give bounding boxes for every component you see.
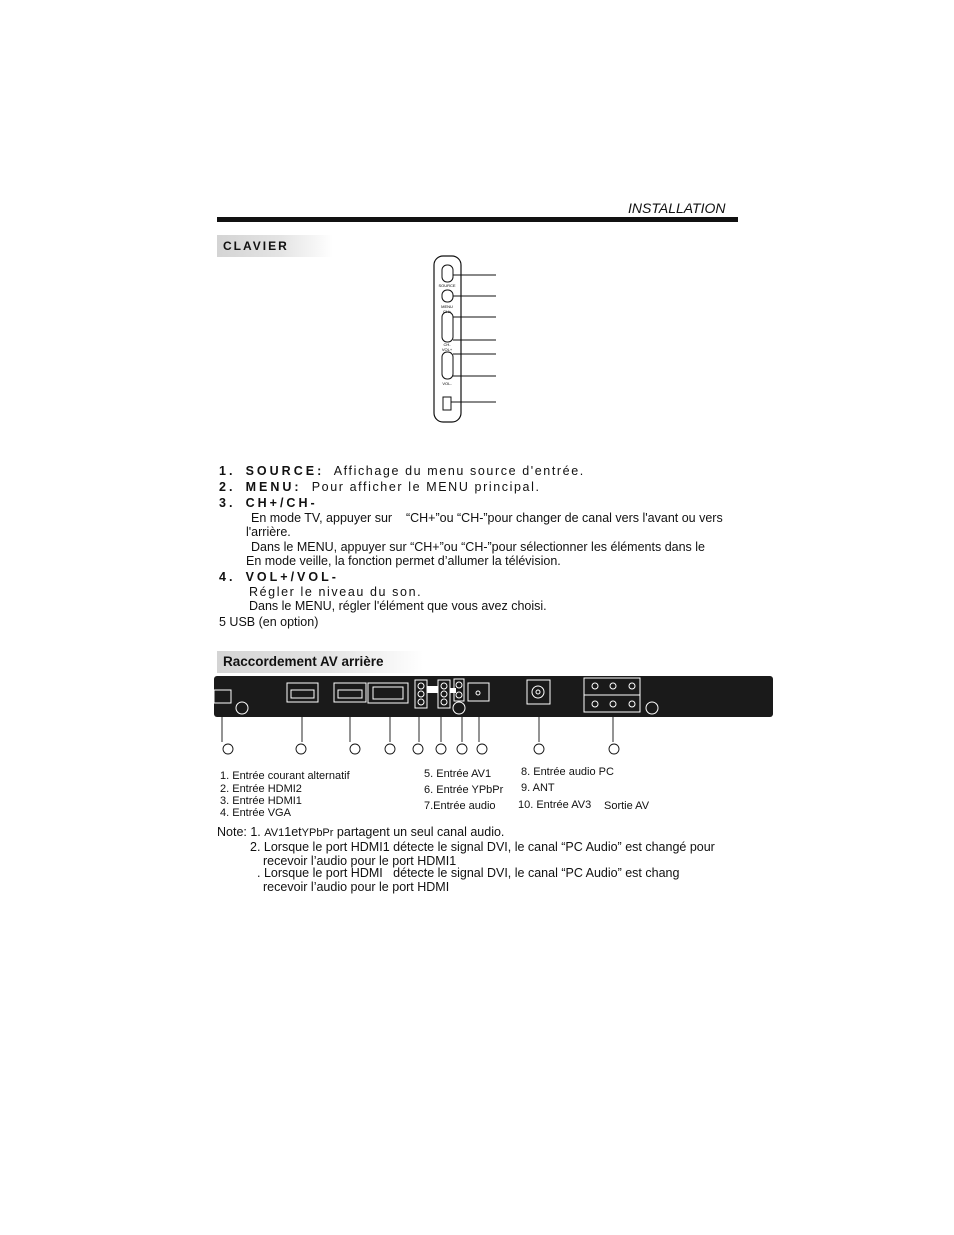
note-3-line: recevoir l’audio pour le port HDMI [263, 880, 450, 894]
item-4-line: Régler le niveau du son. [249, 585, 423, 599]
item-3-line: En mode veille, la fonction permet d’allumer la télévision. [246, 554, 561, 568]
legend-item: 10. Entrée AV3 [518, 799, 592, 811]
legend-item: 4. Entrée VGA [220, 807, 291, 819]
note-text: 1et [284, 825, 302, 839]
legend-item: Sortie AV [604, 800, 650, 812]
legend-item: 2. Entrée HDMI2 [220, 783, 302, 795]
page-header-title: INSTALLATION [628, 200, 726, 216]
legend-item: 8. Entrée audio PC [521, 766, 614, 778]
keypad-label: CH- [443, 342, 451, 347]
clavier-item-5: 5 USB (en option) [219, 615, 319, 629]
item-number: 1. [219, 464, 236, 478]
keypad-diagram [430, 255, 500, 425]
item-3-line: l'arrière. [246, 525, 291, 539]
item-number: 2. [219, 480, 236, 494]
note-text: partagent un seul canal audio. [333, 825, 505, 839]
item-label: SOURCE: [245, 464, 325, 478]
item-4-line: Dans le MENU, régler l'élément que vous avez choisi. [249, 599, 547, 613]
legend-item: 6. Entrée YPbPr [424, 784, 504, 796]
legend-item: 9. ANT [521, 782, 555, 794]
rear-panel-diagram [212, 674, 777, 759]
item-number: 4. [219, 570, 236, 584]
item-text: Affichage du menu source d'entrée. [333, 464, 585, 478]
clavier-item-4 [219, 570, 339, 584]
note-3-line: . Lorsque le port HDMI détecte le signal DVI, le canal “PC Audio” est chang [257, 866, 680, 880]
legend-item: 3. Entrée HDMI1 [220, 795, 302, 807]
clavier-item-2 [219, 480, 541, 494]
clavier-item-3 [219, 496, 318, 510]
legend-item: 5. Entrée AV1 [424, 768, 492, 780]
legend-item: 1. Entrée courant alternatif [220, 770, 350, 782]
note-text: AV1 [264, 827, 285, 839]
note-text: YPbPr [301, 827, 334, 839]
header-rule [217, 217, 738, 222]
clavier-heading: CLAVIER [217, 235, 333, 257]
keypad-label: CH+ [442, 309, 452, 314]
item-number: 3. [219, 496, 236, 510]
keypad-label: VOL+ [441, 347, 453, 352]
keypad-label: SOURCE [438, 283, 456, 288]
item-label: VOL+/VOL- [245, 570, 339, 584]
item-label: CH+/CH- [245, 496, 318, 510]
note-2-line: 2. Lorsque le port HDMI1 détecte le signal DVI, le canal “PC Audio” est changé pour [250, 840, 715, 854]
legend-item: 7.Entrée audio [424, 800, 496, 812]
clavier-item-1 [219, 464, 585, 478]
item-label: MENU: [245, 480, 302, 494]
keypad-label: MENU [441, 304, 453, 309]
item-text: Pour afficher le MENU principal. [311, 480, 541, 494]
keypad-label: VOL- [442, 381, 452, 386]
item-3-line: Dans le MENU, appuyer sur “CH+”ou “CH-”pour sélectionner les éléments dans le [251, 540, 706, 554]
item-3-line: En mode TV, appuyer sur “CH+”ou “CH-”pour changer de canal vers l'avant ou vers [251, 511, 723, 525]
rear-av-heading: Raccordement AV arrière [217, 651, 423, 673]
note-1 [217, 825, 504, 840]
note-2-line: recevoir l’audio pour le port HDMI1 [263, 854, 457, 868]
note-label: Note: 1. [217, 825, 261, 839]
